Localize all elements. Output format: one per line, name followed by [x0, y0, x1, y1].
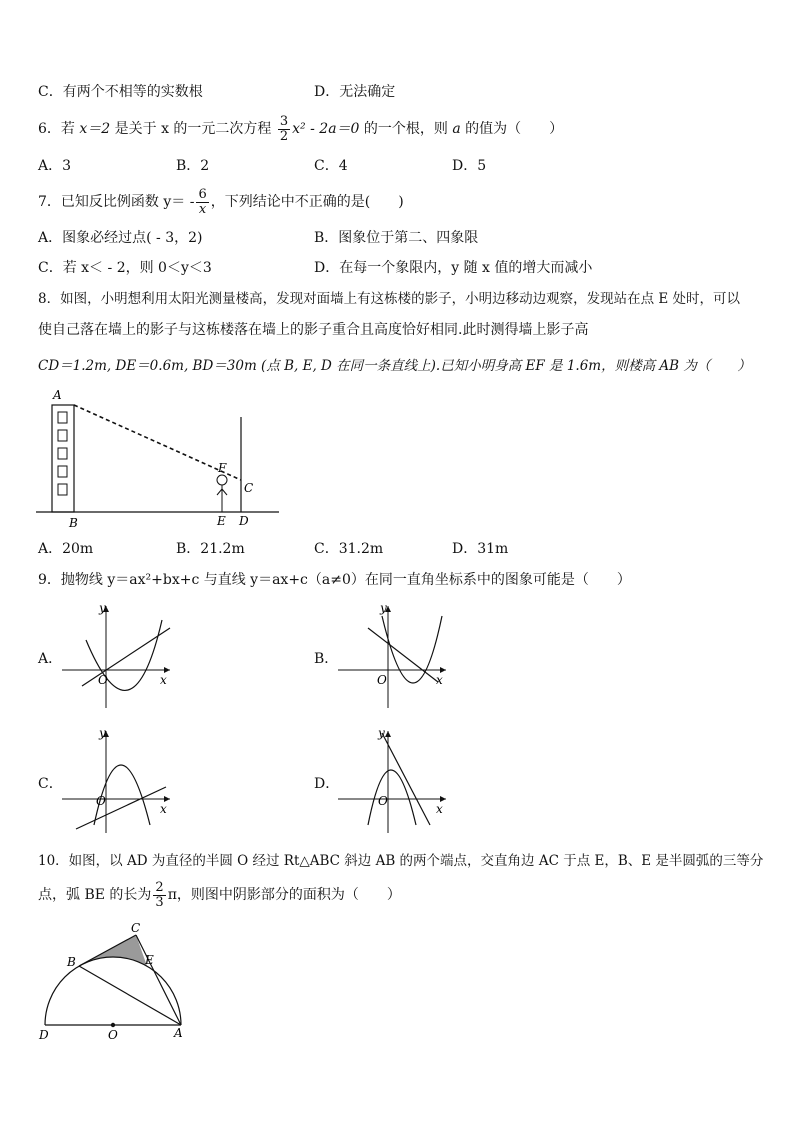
- q8-window: [58, 484, 67, 495]
- svg-text:x: x: [436, 802, 443, 816]
- svg-text:x: x: [436, 673, 443, 687]
- q9-option-d-label: D．: [314, 776, 340, 792]
- svg-text:y: y: [99, 601, 106, 615]
- q9-graph-d: [338, 725, 458, 835]
- q6-stem: 6．若 x＝2 是关于 x 的一元二次方程 $\frac{3}{2}$ x² - 2a＝0 的一个根，则 a 的值为（ ）: [38, 113, 564, 144]
- q10-stem-line1: 10．如图，以 AD 为直径的半圆 O 经过 Rt△ABC 斜边 AB 的两个端点，交直角边 AC 于点 E，B、E 是半圆弧的三等分: [38, 853, 764, 869]
- q9c-line: [76, 787, 166, 829]
- svg-text:O: O: [96, 794, 106, 808]
- q8-person-head: [217, 475, 227, 485]
- q9d-parabola: [368, 770, 416, 825]
- q10-figure: [36, 922, 186, 1042]
- q8-option-c: C．31.2m: [314, 541, 384, 557]
- q9-graph-a: [62, 600, 182, 710]
- q10-fraction: $\frac{2}{3}$: [155, 879, 164, 910]
- q9-graph-b: [338, 600, 458, 710]
- q6-option-c: C．4: [314, 158, 348, 174]
- q10-stem-line2: 点，弧 BE 的长为 $\frac{2}{3}$ π，则图中阴影部分的面积为（ ）: [38, 879, 401, 910]
- q10-label-c: C: [131, 921, 141, 935]
- q9b-parabola: [382, 616, 442, 683]
- q9-stem: 9．抛物线 y＝ax²+bx+c 与直线 y＝ax+c（a≠0）在同一直角坐标系中的图象可能是（ ）: [38, 572, 631, 588]
- q10-label-d: D: [39, 1028, 49, 1042]
- q8-stem-line2: 使自己落在墙上的影子与这栋楼落在墙上的影子重合且高度恰好相同.此时测得墙上影子高: [38, 322, 589, 338]
- q8-window: [58, 412, 67, 423]
- q8-option-a: A．20m: [38, 541, 94, 557]
- q7-option-c: C．若 x＜ - 2，则 0＜y＜3: [38, 260, 212, 276]
- svg-text:O: O: [377, 673, 387, 687]
- q8-stem-line1: 8．如图，小明想利用太阳光测量楼高，发现对面墙上有这栋楼的影子，小明边移动边观察，发现站在点 E 处时，可以: [38, 291, 741, 307]
- q8-label-c: C: [244, 481, 254, 495]
- q9a-line: [82, 628, 170, 686]
- q8-figure: [36, 385, 286, 530]
- q7-fraction: $\frac{6}{x}$: [198, 186, 207, 217]
- q6-option-b: B．2: [176, 158, 210, 174]
- q10-center-point: [111, 1023, 115, 1027]
- q8-stem-line3: CD＝1.2m, DE＝0.6m, BD＝30m (点 B, E, D 在同一条直线上).已知小明身高 EF 是 1.6m，则楼高 AB 为（ ）: [38, 358, 751, 374]
- q5-option-c: C．有两个不相等的实数根: [38, 84, 203, 100]
- svg-text:O: O: [378, 794, 388, 808]
- q8-window: [58, 466, 67, 477]
- svg-text:y: y: [378, 726, 385, 740]
- svg-text:x: x: [160, 673, 167, 687]
- q5-option-d: D．无法确定: [314, 84, 396, 100]
- q7-option-d: D．在每一个象限内，y 随 x 值的增大而减小: [314, 260, 593, 276]
- q9d-line: [382, 733, 430, 825]
- q6-fraction: $\frac{3}{2}$: [279, 113, 289, 144]
- q10-label-o: O: [108, 1028, 118, 1042]
- q10-semicircle: [45, 957, 181, 1025]
- q8-option-b: B．21.2m: [176, 541, 245, 557]
- q10-label-b: B: [67, 955, 76, 969]
- q10-label-a: A: [174, 1026, 183, 1040]
- q6-option-d: D．5: [452, 158, 487, 174]
- q9-option-a-label: A．: [38, 651, 63, 667]
- q8-option-d: D．31m: [452, 541, 509, 557]
- q8-window: [58, 430, 67, 441]
- svg-text:y: y: [99, 726, 106, 740]
- q9-option-c-label: C．: [38, 776, 63, 792]
- q10-label-e: E: [145, 953, 154, 967]
- q9-option-b-label: B．: [314, 651, 339, 667]
- q7-option-b: B．图象位于第二、四象限: [314, 230, 479, 246]
- q8-label-a: A: [53, 388, 62, 402]
- q8-label-d: D: [239, 514, 249, 528]
- svg-text:O: O: [98, 673, 108, 687]
- q8-label-f: F: [218, 461, 227, 475]
- q8-sun-ray: [74, 405, 241, 480]
- q8-window: [58, 448, 67, 459]
- svg-text:y: y: [380, 601, 387, 615]
- q8-label-e: E: [217, 514, 226, 528]
- q7-stem: 7．已知反比例函数 y＝ - $\frac{6}{x}$ ，下列结论中不正确的是( ): [38, 186, 404, 217]
- q8-label-b: B: [69, 516, 78, 530]
- q7-option-a: A．图象必经过点( - 3，2): [38, 230, 203, 246]
- svg-text:x: x: [160, 802, 167, 816]
- q9-graph-c: [62, 725, 182, 835]
- q6-option-a: A．3: [38, 158, 72, 174]
